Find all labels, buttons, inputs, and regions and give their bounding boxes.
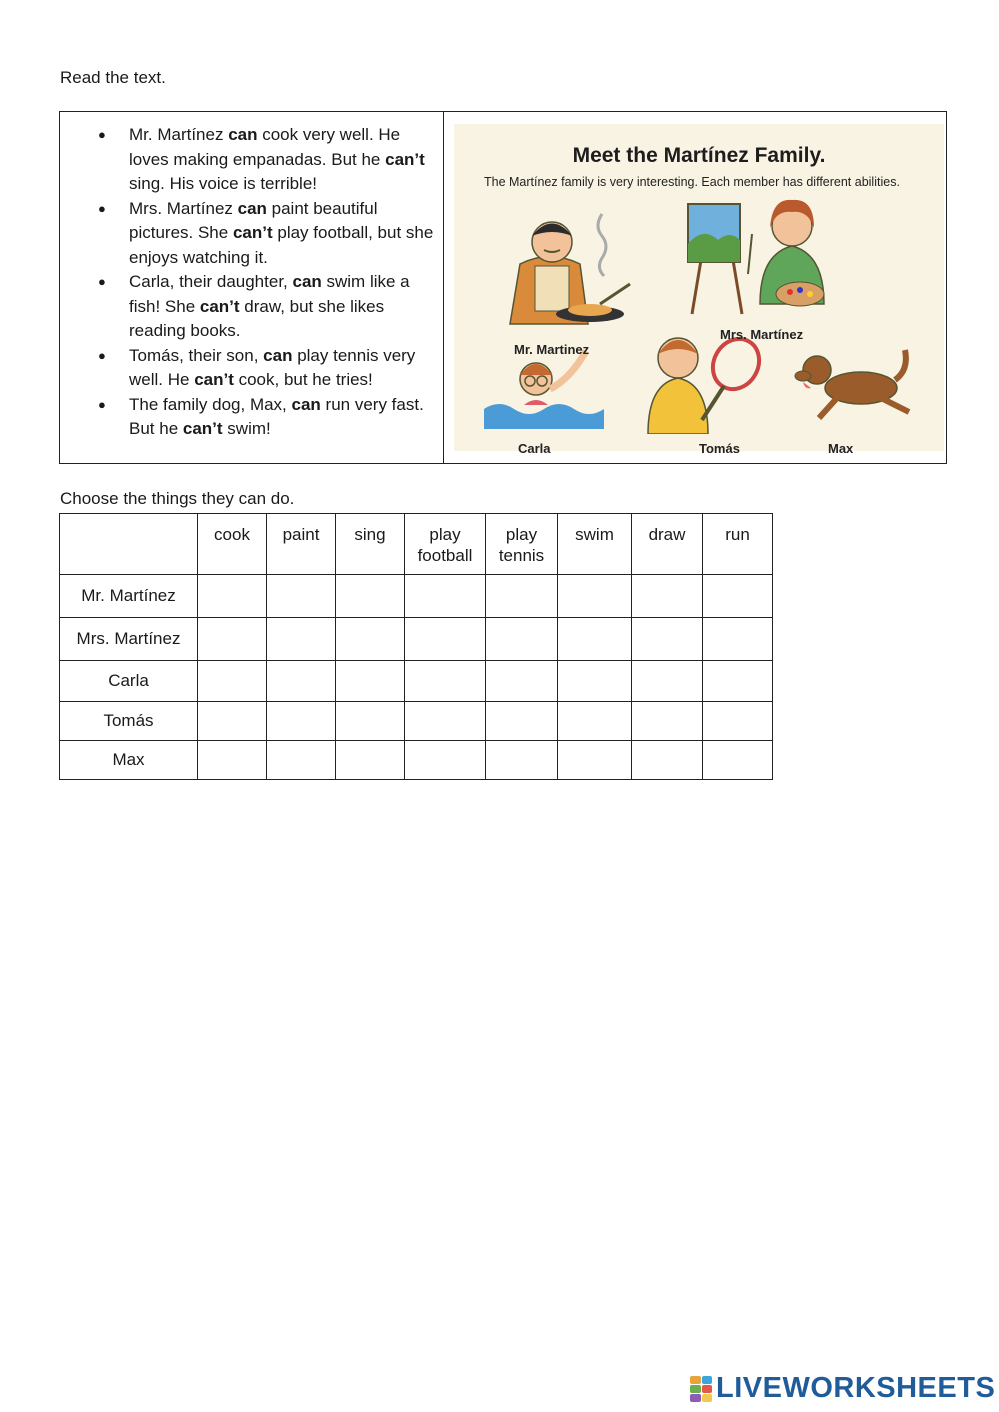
family-poster bbox=[454, 124, 944, 456]
logo-square bbox=[702, 1394, 713, 1402]
answer-cell[interactable] bbox=[267, 575, 336, 618]
answer-cell[interactable] bbox=[198, 702, 267, 741]
reading-item bbox=[98, 344, 435, 393]
row-label: Tomás bbox=[60, 702, 198, 741]
bullet-icon: ● bbox=[98, 127, 106, 142]
answer-cell[interactable] bbox=[198, 741, 267, 780]
column-header: sing bbox=[336, 514, 405, 575]
answer-cell[interactable] bbox=[632, 618, 703, 661]
keyword: can’t bbox=[194, 370, 234, 389]
keyword: can bbox=[228, 125, 258, 144]
answer-cell[interactable] bbox=[198, 661, 267, 702]
answer-cell[interactable] bbox=[336, 741, 405, 780]
table-row bbox=[60, 575, 773, 618]
answer-cell[interactable] bbox=[632, 741, 703, 780]
answer-cell[interactable] bbox=[486, 702, 558, 741]
row-label: Max bbox=[60, 741, 198, 780]
column-header: draw bbox=[632, 514, 703, 575]
column-header: paint bbox=[267, 514, 336, 575]
poster-title: Meet the Martínez Family. bbox=[572, 144, 826, 167]
reading-text-column bbox=[60, 112, 444, 463]
answer-cell[interactable] bbox=[336, 618, 405, 661]
keyword: can’t bbox=[199, 296, 240, 316]
bullet-icon: ● bbox=[98, 396, 106, 412]
bullet-icon: ● bbox=[98, 200, 106, 216]
reading-text: The family dog, Max, bbox=[129, 394, 292, 414]
reading-item bbox=[98, 270, 435, 344]
reading-text: swim like a fish! She bbox=[129, 272, 410, 316]
poster-subtitle: The Martínez family is very interesting. Each member has different abilities. bbox=[484, 175, 900, 189]
answer-cell[interactable] bbox=[558, 618, 632, 661]
answer-cell[interactable] bbox=[336, 702, 405, 741]
reading-text: play football, but she enjoys watching it. bbox=[129, 223, 434, 267]
answer-cell[interactable] bbox=[198, 575, 267, 618]
column-header: swim bbox=[558, 514, 632, 575]
reading-item bbox=[98, 393, 435, 442]
logo-square bbox=[690, 1385, 701, 1393]
reading-text: draw, but she likes reading books. bbox=[129, 296, 385, 340]
logo-square bbox=[690, 1394, 701, 1402]
table-row bbox=[60, 702, 773, 741]
answer-cell[interactable] bbox=[558, 702, 632, 741]
reading-text: cook very well. He loves making empanadas. But he bbox=[129, 125, 401, 169]
table-row bbox=[60, 618, 773, 661]
label-mrs-martinez: Mrs. Martínez bbox=[720, 327, 804, 342]
answer-cell[interactable] bbox=[486, 741, 558, 780]
answer-cell[interactable] bbox=[486, 575, 558, 618]
answer-cell[interactable] bbox=[703, 741, 773, 780]
max-dog-running-illustration bbox=[789, 342, 929, 432]
row-label: Carla bbox=[60, 661, 198, 702]
row-label: Mrs. Martínez bbox=[60, 618, 198, 661]
reading-text: Mr. Martínez bbox=[129, 125, 229, 144]
answer-cell[interactable] bbox=[267, 661, 336, 702]
choose-instruction: Choose the things they can do. bbox=[60, 489, 295, 508]
answer-cell[interactable] bbox=[405, 575, 486, 618]
abilities-table bbox=[59, 513, 773, 780]
keyword: can’t bbox=[232, 223, 273, 242]
reading-item bbox=[98, 197, 435, 271]
read-instruction: Read the text. bbox=[60, 68, 166, 87]
reading-text: sing. His voice is terrible! bbox=[129, 174, 318, 193]
label-max: Max bbox=[828, 441, 854, 456]
column-header: play football bbox=[405, 514, 486, 575]
keyword: can’t bbox=[385, 149, 425, 169]
answer-cell[interactable] bbox=[267, 741, 336, 780]
answer-cell[interactable] bbox=[703, 702, 773, 741]
answer-cell[interactable] bbox=[703, 661, 773, 702]
answer-cell[interactable] bbox=[336, 661, 405, 702]
label-mr-martinez: Mr. Martinez bbox=[514, 342, 590, 357]
reading-text: Tomás, their son, bbox=[129, 345, 264, 365]
keyword: can bbox=[291, 394, 321, 414]
logo-square bbox=[702, 1385, 713, 1393]
reading-text: Mrs. Martínez bbox=[129, 198, 238, 218]
reading-text: paint beautiful pictures. She bbox=[129, 198, 378, 242]
logo-square bbox=[702, 1376, 713, 1384]
label-carla: Carla bbox=[518, 441, 551, 456]
row-label: Mr. Martínez bbox=[60, 575, 198, 618]
keyword: can bbox=[292, 272, 322, 291]
liveworksheets-logo-icon bbox=[690, 1376, 712, 1402]
keyword: can bbox=[237, 198, 267, 218]
liveworksheets-logo bbox=[690, 1372, 995, 1405]
answer-cell[interactable] bbox=[198, 618, 267, 661]
mrs-martinez-painting-illustration bbox=[682, 194, 852, 324]
table-body bbox=[60, 575, 773, 780]
reading-list bbox=[98, 123, 435, 442]
reading-box bbox=[59, 111, 947, 464]
reading-text: play tennis very well. He bbox=[129, 345, 416, 389]
column-header: play tennis bbox=[486, 514, 558, 575]
reading-text: Carla, their daughter, bbox=[129, 272, 293, 291]
answer-cell[interactable] bbox=[632, 661, 703, 702]
answer-cell[interactable] bbox=[703, 618, 773, 661]
reading-text: run very fast. But he bbox=[129, 394, 424, 438]
family-illustration-column bbox=[444, 112, 946, 463]
answer-cell[interactable] bbox=[267, 618, 336, 661]
reading-text: cook, but he tries! bbox=[233, 370, 373, 389]
answer-cell[interactable] bbox=[405, 702, 486, 741]
reading-text: swim! bbox=[222, 419, 271, 438]
answer-cell[interactable] bbox=[632, 702, 703, 741]
answer-cell[interactable] bbox=[405, 741, 486, 780]
table-row bbox=[60, 661, 773, 702]
answer-cell[interactable] bbox=[632, 575, 703, 618]
answer-cell[interactable] bbox=[558, 661, 632, 702]
bullet-icon: ● bbox=[98, 274, 106, 289]
answer-cell[interactable] bbox=[486, 618, 558, 661]
corner-cell bbox=[60, 514, 198, 575]
keyword: can’t bbox=[182, 419, 223, 438]
liveworksheets-logo-text: LIVEWORKSHEETS bbox=[716, 1372, 996, 1404]
answer-cell[interactable] bbox=[558, 575, 632, 618]
keyword: can bbox=[263, 345, 293, 365]
reading-item bbox=[98, 123, 435, 197]
answer-cell[interactable] bbox=[336, 575, 405, 618]
bullet-icon: ● bbox=[98, 347, 106, 363]
answer-cell[interactable] bbox=[267, 702, 336, 741]
column-header: run bbox=[703, 514, 773, 575]
table-row bbox=[60, 741, 773, 780]
table-header-row bbox=[60, 514, 773, 575]
answer-cell[interactable] bbox=[558, 741, 632, 780]
column-header: cook bbox=[198, 514, 267, 575]
answer-cell[interactable] bbox=[405, 618, 486, 661]
mr-martinez-cooking-illustration bbox=[490, 204, 640, 334]
answer-cell[interactable] bbox=[486, 661, 558, 702]
answer-cell[interactable] bbox=[405, 661, 486, 702]
logo-square bbox=[690, 1376, 701, 1384]
answer-cell[interactable] bbox=[703, 575, 773, 618]
label-tomas: Tomás bbox=[699, 441, 740, 456]
